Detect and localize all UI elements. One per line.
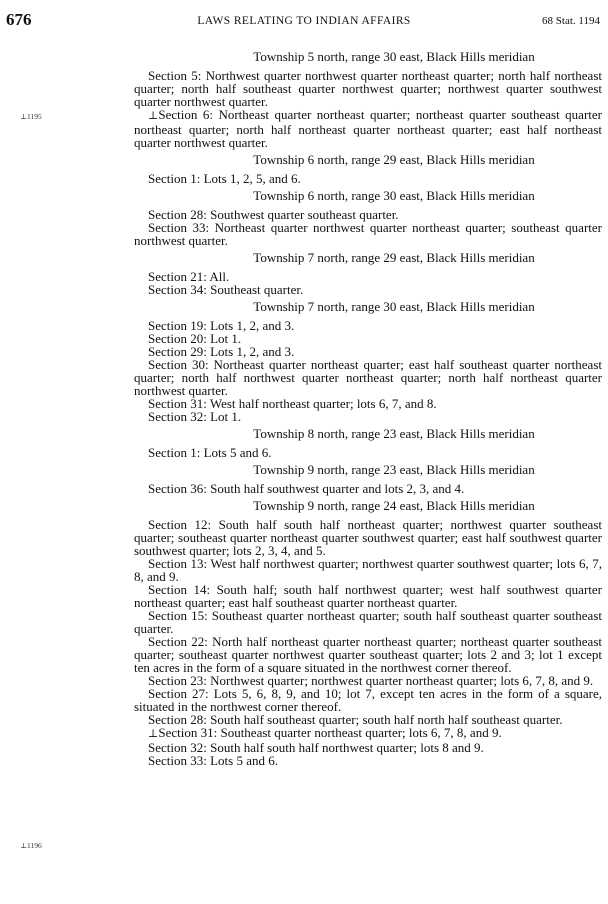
section-paragraph [134,446,602,459]
section-text: Section 21: All. [148,269,230,284]
township-block [134,251,602,296]
section-paragraph [134,557,602,583]
section-text: Section 27: Lots 5, 6, 8, 9, and 10; lot 7, except ten acres in the form of a square, situated in the northwest corner thereof. [134,686,602,714]
section-text: Section 33: Lots 5 and 6. [148,753,278,768]
section-paragraph [134,172,602,185]
section-paragraph [134,518,602,557]
township-block [134,463,602,495]
section-text: Section 20: Lot 1. [148,331,242,346]
section-paragraph [134,108,602,149]
section-text: Section 6: Northeast quarter northeast quarter; northeast quarter southeast quarter northeast quarter; north half northeast quarter northeast quarter; east half northeast quarter northwest quarter. [134,107,602,150]
township-list [134,50,602,767]
section-paragraph [134,754,602,767]
page-header [6,12,602,32]
section-text: Section 29: Lots 1, 2, and 3. [148,344,295,359]
margin-note: ⊥1195 [20,112,42,121]
section-text: Section 5: Northwest quarter northwest quarter northeast quarter; north half northeast quarter; north half southeast quarter northwest quarter; northwest quarter southwest quarter northwest quarter. [134,68,602,109]
township-block [134,300,602,423]
section-text: Section 13: West half northwest quarter; northwest quarter southwest quarter; lots 6, 7, 8, and 9. [134,556,602,584]
section-text: Section 1: Lots 5 and 6. [148,445,272,460]
section-paragraph [134,69,602,108]
township-heading: Township 7 north, range 30 east, Black Hills meridian [253,299,535,314]
stat-citation: 68 Stat. 1194 [542,15,600,27]
section-text: Section 23: Northwest quarter; northwest quarter northeast quarter; lots 6, 7, 8, and 9. [148,673,594,688]
township-block [134,153,602,185]
section-paragraph [134,635,602,674]
margin-note: ⊥1196 [20,841,42,850]
township-heading: Township 7 north, range 29 east, Black Hills meridian [253,250,535,265]
township-heading: Township 8 north, range 23 east, Black Hills meridian [253,426,535,441]
section-paragraph [134,410,602,423]
running-title: LAWS RELATING TO INDIAN AFFAIRS [197,15,411,27]
document-body [134,46,602,767]
section-text: Section 34: Southeast quarter. [148,282,304,297]
township-heading: Township 9 north, range 23 east, Black Hills meridian [253,462,535,477]
section-paragraph [134,221,602,247]
section-paragraph [134,726,602,741]
section-text: Section 19: Lots 1, 2, and 3. [148,318,295,333]
section-text: Section 33: Northeast quarter northwest quarter northeast quarter; southeast quarter northwest quarter. [134,220,602,248]
township-block [134,499,602,767]
section-text: Section 31: West half northeast quarter; lots 6, 7, and 8. [148,396,437,411]
section-paragraph [134,609,602,635]
page-break-mark: ⊥ [148,728,159,740]
township-block [134,427,602,459]
township-heading: Township 5 north, range 30 east, Black Hills meridian [253,49,535,64]
township-heading: Township 6 north, range 29 east, Black Hills meridian [253,152,535,167]
section-text: Section 15: Southeast quarter northeast quarter; south half southeast quarter southeast quarter. [134,608,602,636]
township-block [134,50,602,149]
section-text: Section 36: South half southwest quarter and lots 2, 3, and 4. [148,481,465,496]
section-paragraph [134,482,602,495]
section-text: Section 31: Southeast quarter northeast quarter; lots 6, 7, 8, and 9. [158,725,502,740]
section-text: Section 14: South half; south half northwest quarter; west half southwest quarter northeast quarter; east half southeast quarter northeast quarter. [134,582,602,610]
township-block [134,189,602,247]
page-break-mark: ⊥ [148,110,159,122]
township-heading: Township 6 north, range 30 east, Black Hills meridian [253,188,535,203]
section-text: Section 32: Lot 1. [148,409,242,424]
page-number: 676 [6,10,32,29]
section-text: Section 32: South half south half northwest quarter; lots 8 and 9. [148,740,484,755]
township-heading: Township 9 north, range 24 east, Black Hills meridian [253,498,535,513]
section-paragraph [134,283,602,296]
section-paragraph [134,687,602,713]
section-text: Section 28: South half southeast quarter; south half north half southeast quarter. [148,712,563,727]
section-text: Section 1: Lots 1, 2, 5, and 6. [148,171,301,186]
section-text: Section 12: South half south half northeast quarter; northwest quarter southeast quarter; southeast quarter northeast quarter southwest quarter; east half southwest quarter southwest quarter; lots 2, 3, 4, and 5. [134,517,602,558]
section-text: Section 28: Southwest quarter southeast quarter. [148,207,399,222]
section-text: Section 30: Northeast quarter northeast quarter; east half southeast quarter northeast quarter; north half northwest quarter northeast quarter; north half northeast quarter northwest quarter. [134,357,602,398]
section-paragraph [134,358,602,397]
section-text: Section 22: North half northeast quarter northeast quarter; northeast quarter southeast quarter; southeast quarter northwest quarter southeast quarter; lots 2 and 3; lot 1 except ten acres in the form of a square situated in the northwest corner thereof. [134,634,602,675]
section-paragraph [134,583,602,609]
